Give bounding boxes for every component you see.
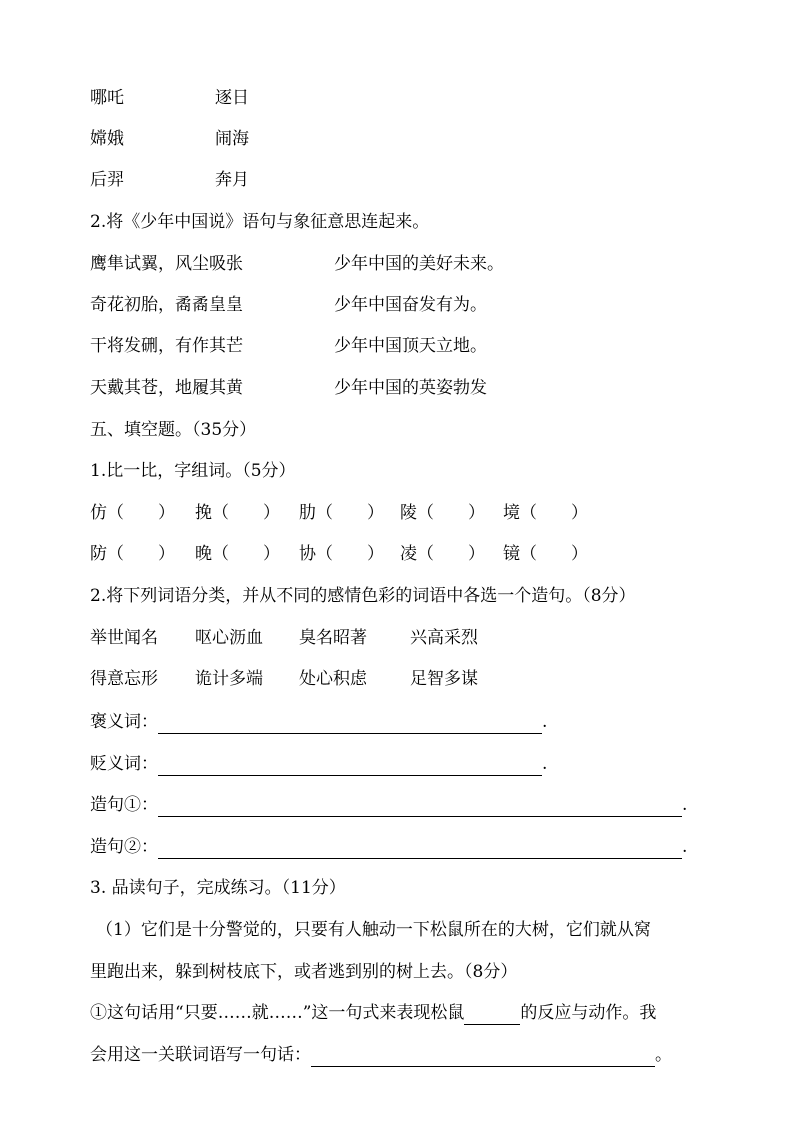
sentence-writing-blank[interactable] xyxy=(311,1046,655,1067)
sentence-2-row xyxy=(90,835,687,859)
char-item[interactable] xyxy=(299,501,384,525)
char-label: 陵 xyxy=(400,503,417,523)
match-left-3: 后羿 xyxy=(90,170,124,190)
sentence-2-label: 造句②： xyxy=(90,837,158,857)
paren-blank: （ ） xyxy=(316,503,384,523)
paren-blank: （ ） xyxy=(212,503,280,523)
word-item: 处心积虑 xyxy=(299,669,367,689)
praise-words-blank[interactable] xyxy=(158,713,542,734)
char-item[interactable] xyxy=(195,501,280,525)
question-1-text-c: 会用这一关联词语写一句话： xyxy=(90,1045,311,1065)
word-item: 诡计多端 xyxy=(195,669,263,689)
paren-blank: （ ） xyxy=(520,544,588,564)
char-item[interactable] xyxy=(90,542,175,566)
praise-words-row xyxy=(90,710,547,734)
question-1-line-1 xyxy=(90,1001,656,1025)
period: 。 xyxy=(655,1045,672,1065)
shaonian-right-1: 少年中国的美好未来。 xyxy=(334,254,504,274)
paren-blank: （ ） xyxy=(417,503,485,523)
paren-blank: （ ） xyxy=(107,503,175,523)
reaction-blank[interactable] xyxy=(464,1004,520,1025)
shaonian-right-3: 少年中国顶天立地。 xyxy=(334,336,487,356)
question-1-line-2 xyxy=(90,1043,672,1067)
paren-blank: （ ） xyxy=(520,503,588,523)
end-dot: . xyxy=(542,754,548,774)
char-label: 协 xyxy=(299,544,316,564)
char-item[interactable] xyxy=(503,501,588,525)
char-item[interactable] xyxy=(400,542,485,566)
shaonian-left-2: 奇花初胎，矞矞皇皇 xyxy=(90,295,243,315)
char-label: 凌 xyxy=(400,544,417,564)
end-dot: . xyxy=(682,795,688,815)
word-item: 呕心沥血 xyxy=(195,628,263,648)
match-right-3: 奔月 xyxy=(215,170,249,190)
passage-line-2: 里跑出来，躲到树枝底下，或者逃到别的树上去。（8分） xyxy=(90,962,518,982)
section-5-q3-title: 3. 品读句子，完成练习。（11分） xyxy=(90,878,346,898)
sentence-2-blank[interactable] xyxy=(158,838,682,859)
char-label: 挽 xyxy=(195,503,212,523)
section-5-title: 五、填空题。（35分） xyxy=(90,420,257,440)
char-item[interactable] xyxy=(299,542,384,566)
match-left-2: 嫦娥 xyxy=(90,129,124,149)
char-label: 镜 xyxy=(503,544,520,564)
sentence-1-row xyxy=(90,793,687,817)
praise-words-label: 褒义词： xyxy=(90,712,158,732)
shaonian-left-3: 干将发硎，有作其芒 xyxy=(90,336,243,356)
end-dot: . xyxy=(542,712,548,732)
shaonian-right-4: 少年中国的英姿勃发 xyxy=(334,378,487,398)
match-right-2: 闹海 xyxy=(215,129,249,149)
char-item[interactable] xyxy=(195,542,280,566)
char-label: 晚 xyxy=(195,544,212,564)
derog-words-blank[interactable] xyxy=(158,755,542,776)
passage-line-1: （1）它们是十分警觉的，只要有人触动一下松鼠所在的大树，它们就从窝 xyxy=(96,920,651,940)
char-label: 境 xyxy=(503,503,520,523)
paren-blank: （ ） xyxy=(316,544,384,564)
shaonian-left-4: 天戴其苍，地履其黄 xyxy=(90,378,243,398)
word-item: 足智多谋 xyxy=(410,669,478,689)
section-5-q2-title: 2.将下列词语分类，并从不同的感情色彩的词语中各选一个造句。（8分） xyxy=(90,586,636,606)
shaonian-left-1: 鹰隼试翼，风尘吸张 xyxy=(90,254,243,274)
question-1-text-a: ①这句话用“只要……就……”这一句式来表现松鼠 xyxy=(90,1003,465,1023)
char-label: 肋 xyxy=(299,503,316,523)
section-5-q1-title: 1.比一比，字组词。（5分） xyxy=(90,461,296,481)
match-right-1: 逐日 xyxy=(215,88,249,108)
question-2-title: 2.将《少年中国说》语句与象征意思连起来。 xyxy=(90,212,430,232)
char-item[interactable] xyxy=(400,501,485,525)
word-item: 举世闻名 xyxy=(90,628,158,648)
word-item: 臭名昭著 xyxy=(299,628,367,648)
char-label: 防 xyxy=(90,544,107,564)
word-item: 兴高采烈 xyxy=(410,628,478,648)
end-dot: . xyxy=(682,837,688,857)
match-left-1: 哪吒 xyxy=(90,88,124,108)
question-1-text-b: 的反应与动作。我 xyxy=(520,1003,657,1023)
sentence-1-blank[interactable] xyxy=(158,796,682,817)
paren-blank: （ ） xyxy=(417,544,485,564)
char-item[interactable] xyxy=(503,542,588,566)
derog-words-label: 贬义词： xyxy=(90,754,158,774)
sentence-1-label: 造句①： xyxy=(90,795,158,815)
paren-blank: （ ） xyxy=(212,544,280,564)
derog-words-row xyxy=(90,752,547,776)
shaonian-right-2: 少年中国奋发有为。 xyxy=(334,295,487,315)
word-item: 得意忘形 xyxy=(90,669,158,689)
char-item[interactable] xyxy=(90,501,175,525)
paren-blank: （ ） xyxy=(107,544,175,564)
char-label: 仿 xyxy=(90,503,107,523)
